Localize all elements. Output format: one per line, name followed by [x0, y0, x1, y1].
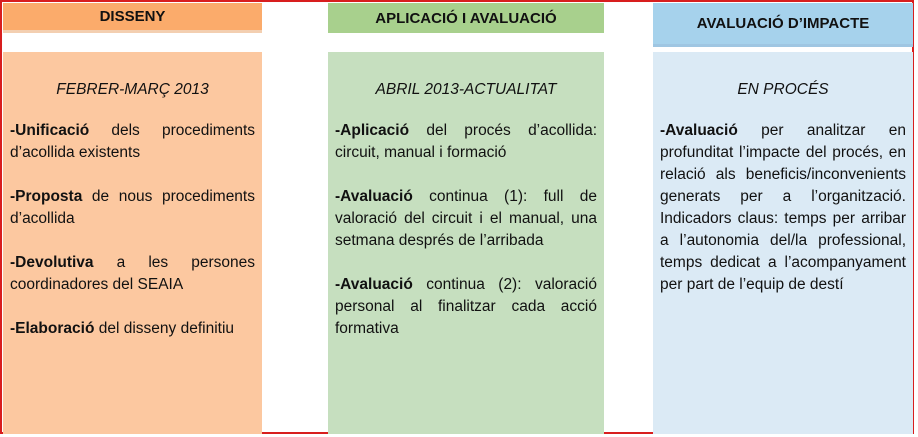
- column-date: EN PROCÉS: [737, 81, 829, 98]
- header-aplicacio-avaluacio: APLICACIÓ I AVALUACIÓ: [328, 3, 604, 33]
- item-text: del disseny definitiu: [94, 320, 235, 337]
- column-disseny: [3, 52, 262, 434]
- list-item: [660, 120, 906, 296]
- item-keyword: -Avaluació: [335, 188, 413, 205]
- item-text: per analitzar en profunditat l’impacte del procés, en relació als beneficis/inconvenients generats per a l’organització. Indicadors claus: temps per arribar a l’autonomia del/la professional, temps dedicat a l’acompanyament per part de l’equip de destí: [660, 122, 906, 293]
- list-item: [10, 120, 255, 164]
- item-keyword: -Aplicació: [335, 122, 410, 139]
- item-keyword: -Elaboració: [10, 320, 95, 337]
- item-text: dels procediments d’acollida existents: [10, 122, 255, 161]
- list-item: [10, 318, 255, 340]
- column-avaluacio-impacte: [653, 52, 913, 434]
- header-avaluacio-impacte: AVALUACIÓ D’IMPACTE: [653, 3, 913, 47]
- item-keyword: -Avaluació: [660, 122, 738, 139]
- list-item: [335, 120, 597, 164]
- list-item: [10, 252, 255, 296]
- list-item: [335, 274, 597, 340]
- item-text: del procés d’acollida: circuit, manual i formació: [335, 122, 597, 161]
- list-item: [335, 186, 597, 252]
- list-item: [10, 186, 255, 230]
- column-aplicacio-avaluacio: [328, 52, 604, 434]
- header-disseny: DISSENY: [3, 3, 262, 33]
- item-keyword: -Unificació: [10, 122, 90, 139]
- column-date: ABRIL 2013-ACTUALITAT: [375, 81, 557, 98]
- item-keyword: -Avaluació: [335, 276, 413, 293]
- column-date: FEBRER-MARÇ 2013: [56, 81, 209, 98]
- item-text: continua (1): full de valoració del circuit i el manual, una setmana després de l’arribada: [335, 188, 597, 249]
- item-text: a les persones coordinadores del SEAIA: [10, 254, 255, 293]
- item-text: de nous procediments d’acollida: [10, 188, 255, 227]
- item-text: continua (2): valoració personal al finalitzar cada acció formativa: [335, 276, 597, 337]
- item-keyword: -Devolutiva: [10, 254, 94, 271]
- item-keyword: -Proposta: [10, 188, 83, 205]
